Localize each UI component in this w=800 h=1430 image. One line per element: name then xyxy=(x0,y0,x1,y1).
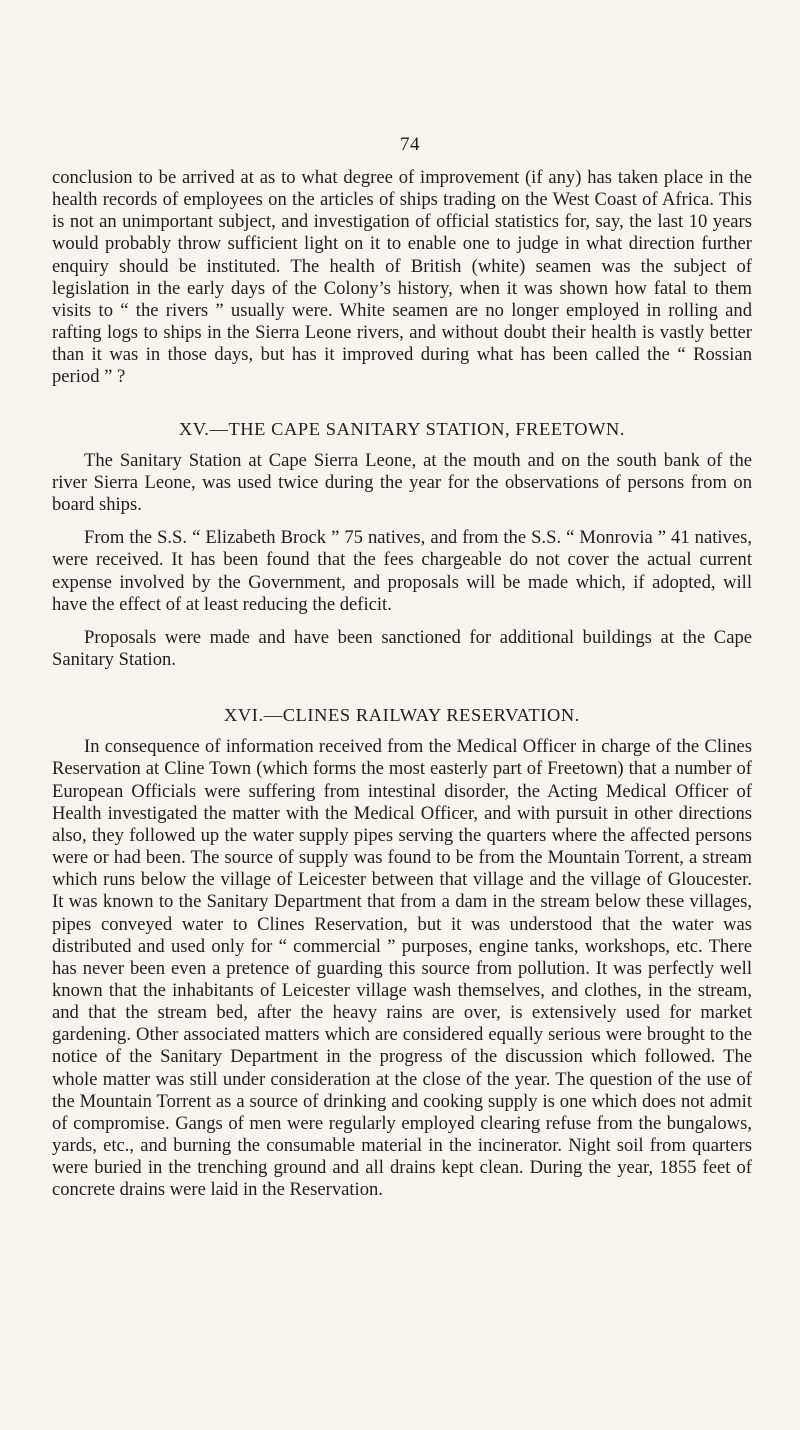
section-heading-xv: XV.—THE CAPE SANITARY STATION, FREETOWN. xyxy=(178,418,626,439)
section-heading-xvi: XVI.—CLINES RAILWAY RESERVATION. xyxy=(224,705,580,726)
xv-paragraph-1: The Sanitary Station at Cape Sierra Leone, at the mouth and on the south bank of the river Sierra Leone, was used twice during the year for the observations of persons from on board ships. xyxy=(52,449,752,516)
xv-paragraph-3: Proposals were made and have been sanctioned for additional buildings at the Cape Sanitary Station. xyxy=(52,626,752,670)
intro-paragraph: conclusion to be arrived at as to what degree of improvement (if any) has taken place in the health records of employees on the articles of ships trading on the West Coast of Africa. This is not an unimportant subject, and investigation of official statistics for, say, the last 10 years would probably throw sufficient light on it to enable one to judge in what direction further enquiry should be instituted. The health of British (white) seamen was the subject of legislation in the early days of the Colony’s history, when it was shown how fatal to them visits to “ the rivers ” usually were. White seamen are no longer employed in rolling and rafting logs to ships in the Sierra Leone rivers, and without doubt their health is vastly better than it was in those days, but has it improved during what has been called the “ Rossian period ” ? xyxy=(52,167,752,388)
xvi-paragraph-1: In consequence of information received from the Medical Officer in charge of the Clines Reservation at Cline Town (which forms the most easterly part of Freetown) that a number of European Officials were suffering from intestinal disorder, the Acting Medical Officer of Health investigated the matter with the Medical Officer, and with pursuit in other directions also, they followed up the water supply pipes serving the quarters where the affected persons were or had been. The source of supply was found to be from the Mountain Torrent, a stream which runs below the village of Leicester between that village and the village of Gloucester. It was known to the Sanitary Department that from a dam in the stream below these villages, pipes conveyed water to Clines Reservation, but it was understood that the water was distributed and used only for “ commercial ” purposes, engine tanks, workshops, etc. There has never been even a pretence of guarding this source from pollution. It was perfectly well known that the inhabitants of Leicester village wash themselves, and clothes, in the stream, and that the stream bed, after the heavy rains are over, is extensively used for market gardening. Other associated matters which are considered equally serious were brought to the notice of the Sanitary Department in the progress of the discussion which followed. The whole matter was still under consideration at the close of the year. The question of the use of the Mountain Torrent as a source of drinking and cooking supply is one which does not admit of compromise. Gangs of men were regularly employed clearing refuse from the bungalows, yards, etc., and burning the consumable material in the incinerator. Night soil from quarters were buried in the trenching ground and all drains kept clean. During the year, 1855 feet of concrete drains were laid in the Reservation. xyxy=(52,736,752,1201)
page-number: 74 xyxy=(400,134,420,155)
xv-paragraph-2: From the S.S. “ Elizabeth Brock ” 75 natives, and from the S.S. “ Monrovia ” 41 natives, were received. It has been found that the fees chargeable do not cover the actual current expense involved by the Government, and proposals will be made which, if adopted, will have the effect of at least reducing the deficit. xyxy=(52,527,752,615)
document-body xyxy=(52,167,752,1202)
